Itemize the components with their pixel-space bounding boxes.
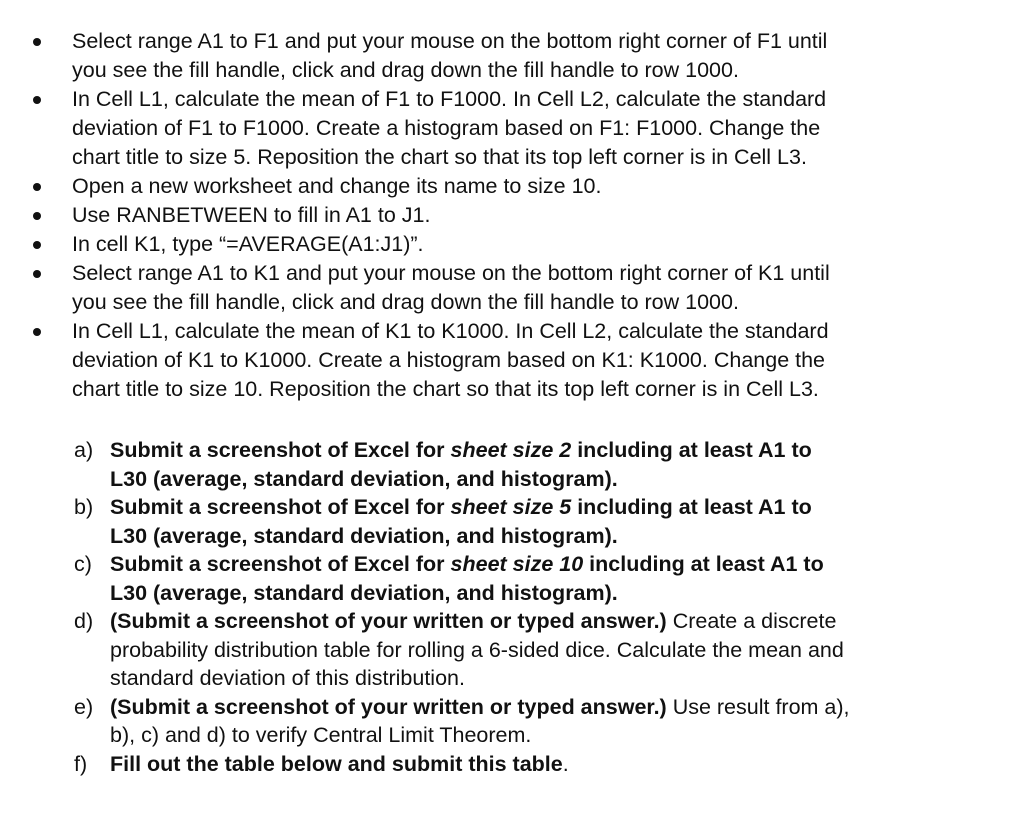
question-text: probability distribution table for rolling a 6-sided dice. Calculate the mean and [110, 638, 844, 662]
question-text-part: . [562, 752, 569, 776]
list-item-text: In cell K1, type “=AVERAGE(A1:J1)”. [72, 232, 424, 256]
question-text-bold: (Submit a screenshot of your written or typed answer.) [110, 695, 667, 719]
question-text-bold: (Submit a screenshot of your written or typed answer.) [110, 609, 667, 633]
question-text-part: Submit a screenshot of Excel for [110, 495, 451, 519]
list-item-text: Select range A1 to F1 and put your mouse on the bottom right corner of F1 until [72, 29, 828, 53]
question-label: a) [74, 438, 94, 462]
question-text-part: Create a discrete [666, 609, 837, 633]
question-label: e) [74, 695, 94, 719]
question-text-bold: Fill out the table below and submit this table [110, 752, 563, 776]
bullet-dot [33, 241, 41, 249]
bullet-dot [33, 328, 41, 336]
list-item-text: In Cell L1, calculate the mean of K1 to K1000. In Cell L2, calculate the standard [72, 319, 829, 343]
question-text [110, 493, 812, 522]
bullet-dot [33, 96, 41, 104]
question-text-part: including at least A1 to [571, 438, 812, 462]
question-text [110, 607, 836, 636]
question-text: L30 (average, standard deviation, and histogram). [110, 581, 618, 605]
list-item-text: chart title to size 10. Reposition the chart so that its top left corner is in Cell L3. [72, 377, 819, 401]
question-text [110, 693, 850, 722]
list-item-text: Use RANBETWEEN to fill in A1 to J1. [72, 203, 431, 227]
list-item-text: In Cell L1, calculate the mean of F1 to F1000. In Cell L2, calculate the standard [72, 87, 827, 111]
question-text [110, 436, 812, 465]
list-item-text: Select range A1 to K1 and put your mouse on the bottom right corner of K1 until [72, 261, 830, 285]
bullet-dot [33, 270, 41, 278]
list-item-text: chart title to size 5. Reposition the chart so that its top left corner is in Cell L3. [72, 145, 807, 169]
sheet-name: sheet size 5 [450, 495, 572, 519]
bullet-dot [33, 38, 41, 46]
list-item-text: deviation of F1 to F1000. Create a histogram based on F1: F1000. Change the [72, 116, 821, 140]
list-item-text: deviation of K1 to K1000. Create a histogram based on K1: K1000. Change the [72, 348, 826, 372]
bullet-dot [33, 212, 41, 220]
question-text-part: Submit a screenshot of Excel for [110, 438, 451, 462]
list-item-text: you see the fill handle, click and drag down the fill handle to row 1000. [72, 290, 739, 314]
question-text [110, 750, 569, 779]
question-label: c) [74, 552, 92, 576]
question-text-part: including at least A1 to [583, 552, 824, 576]
question-text: standard deviation of this distribution. [110, 666, 465, 690]
question-text-part: Submit a screenshot of Excel for [110, 552, 451, 576]
question-text [110, 550, 824, 579]
list-item-text: Open a new worksheet and change its name to size 10. [72, 174, 602, 198]
question-text: L30 (average, standard deviation, and histogram). [110, 467, 618, 491]
question-label: d) [74, 609, 94, 633]
question-text-part: Use result from a), [666, 695, 850, 719]
question-text-part: including at least A1 to [571, 495, 812, 519]
question-label: b) [74, 495, 94, 519]
sheet-name: sheet size 2 [450, 438, 572, 462]
question-text: b), c) and d) to verify Central Limit Theorem. [110, 723, 532, 747]
sheet-name: sheet size 10 [450, 552, 584, 576]
question-label: f) [74, 752, 88, 776]
question-text: L30 (average, standard deviation, and histogram). [110, 524, 618, 548]
bullet-dot [33, 183, 41, 191]
list-item-text: you see the fill handle, click and drag down the fill handle to row 1000. [72, 58, 739, 82]
